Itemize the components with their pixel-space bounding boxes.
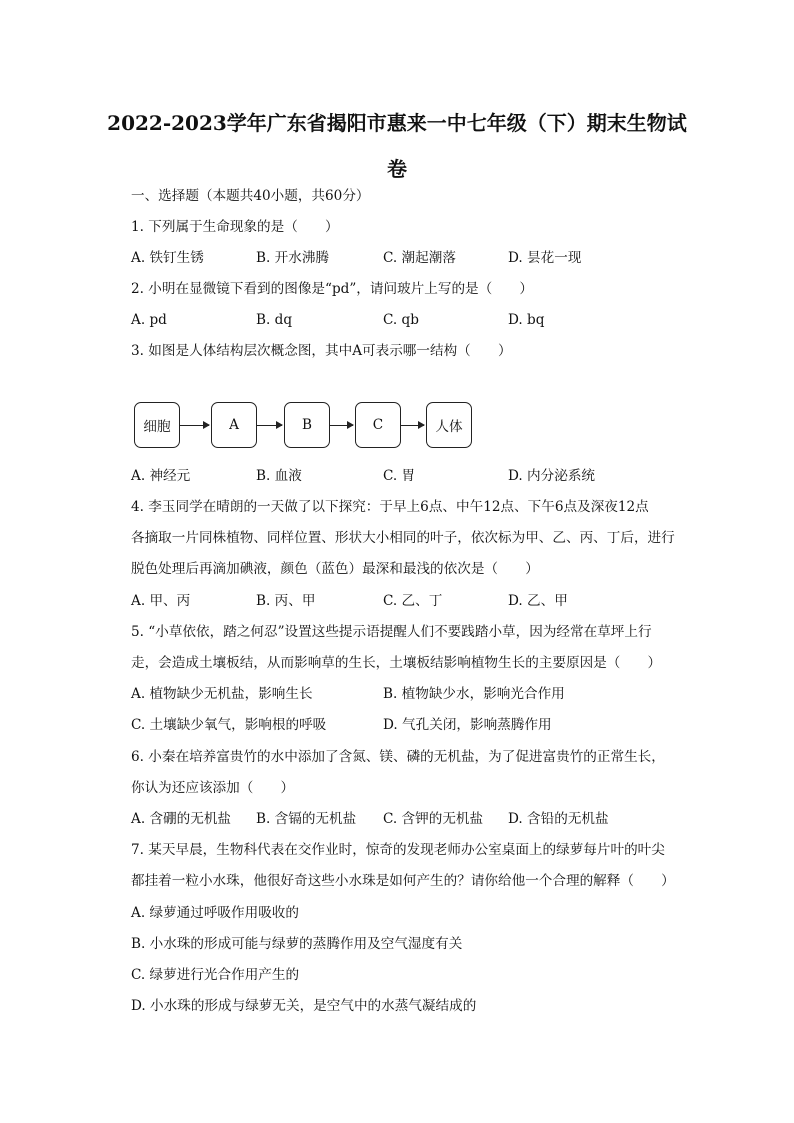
diagram-arrow	[180, 425, 209, 426]
q3-option-c: C. 胃	[383, 468, 416, 484]
diagram-node-c: C	[355, 402, 401, 448]
q2-option-a: A. pd	[131, 312, 167, 328]
diagram-node-cell: 细胞	[134, 402, 180, 448]
question-6-stem-line-2: 你认为还应该添加（ ）	[131, 780, 295, 796]
diagram-arrow	[257, 425, 282, 426]
q1-option-d: D. 昙花一现	[508, 250, 582, 266]
question-4-stem-line-3: 脱色处理后再滴加碘液，颜色（蓝色）最深和最浅的依次是（ ）	[131, 561, 539, 577]
q7-option-d: D. 小水珠的形成与绿萝无关，是空气中的水蒸气凝结成的	[131, 998, 477, 1014]
q5-option-d: D. 气孔关闭，影响蒸腾作用	[383, 717, 552, 733]
question-7-stem-line-1: 7. 某天早晨，生物科代表在交作业时，惊奇的发现老师办公室桌面上的绿萝每片叶的叶尖	[131, 842, 665, 858]
q3-option-b: B. 血液	[256, 468, 302, 484]
question-3-stem: 3. 如图是人体结构层次概念图，其中A可表示哪一结构（ ）	[131, 343, 512, 359]
q4-option-c: C. 乙、丁	[383, 593, 443, 609]
question-2-stem: 2. 小明在显微镜下看到的图像是“pd”，请问玻片上写的是（ ）	[131, 281, 534, 297]
title-line-1: 2022-2023学年广东省揭阳市惠来一中七年级（下）期末生物试	[107, 111, 687, 135]
section-heading: 一、选择题（本题共40小题，共60分）	[131, 188, 370, 204]
q2-option-d: D. bq	[508, 312, 545, 328]
q4-option-a: A. 甲、丙	[131, 593, 191, 609]
q6-option-d: D. 含铅的无机盐	[508, 811, 609, 827]
q6-option-b: B. 含镉的无机盐	[256, 811, 357, 827]
q4-option-b: B. 丙、甲	[256, 593, 316, 609]
question-4-stem-line-2: 各摘取一片同株植物、同样位置、形状大小相同的叶子，依次标为甲、乙、丙、丁后，进行	[131, 530, 675, 546]
q5-option-b: B. 植物缺少水，影响光合作用	[383, 686, 565, 702]
q7-option-c: C. 绿萝进行光合作用产生的	[131, 967, 300, 983]
q6-option-c: C. 含钾的无机盐	[383, 811, 484, 827]
body-structure-diagram	[131, 402, 481, 454]
question-7-stem-line-2: 都挂着一粒小水珠，他很好奇这些小水珠是如何产生的？请你给他一个合理的解释（ ）	[131, 873, 675, 889]
q5-option-c: C. 土壤缺少氧气，影响根的呼吸	[131, 717, 327, 733]
q3-option-a: A. 神经元	[131, 468, 191, 484]
q3-option-d: D. 内分泌系统	[508, 468, 596, 484]
diagram-arrow	[401, 425, 424, 426]
diagram-arrow	[330, 425, 353, 426]
diagram-node-human-body: 人体	[426, 402, 472, 448]
title-line-2: 卷	[387, 157, 407, 181]
q5-option-a: A. 植物缺少无机盐，影响生长	[131, 686, 313, 702]
q1-option-c: C. 潮起潮落	[383, 250, 456, 266]
q7-option-a: A. 绿萝通过呼吸作用吸收的	[131, 905, 299, 921]
q1-option-b: B. 开水沸腾	[256, 250, 330, 266]
question-4-stem-line-1: 4. 李玉同学在晴朗的一天做了以下探究：于早上6点、中午12点、下午6点及深夜12点	[131, 499, 649, 515]
question-5-stem-line-2: 走，会造成土壤板结，从而影响草的生长，土壤板结影响植物生长的主要原因是（ ）	[131, 655, 662, 671]
question-6-stem-line-1: 6. 小秦在培养富贵竹的水中添加了含氮、镁、磷的无机盐，为了促进富贵竹的正常生长，	[131, 749, 665, 765]
question-1-stem: 1. 下列属于生命现象的是（ ）	[131, 219, 339, 235]
q6-option-a: A. 含硼的无机盐	[131, 811, 232, 827]
q7-option-b: B. 小水珠的形成可能与绿萝的蒸腾作用及空气湿度有关	[131, 936, 463, 952]
diagram-node-b: B	[284, 402, 330, 448]
q1-option-a: A. 铁钉生锈	[131, 250, 204, 266]
q2-option-c: C. qb	[383, 312, 419, 328]
q2-option-b: B. dq	[256, 312, 293, 328]
diagram-node-a: A	[211, 402, 257, 448]
q4-option-d: D. 乙、甲	[508, 593, 568, 609]
question-5-stem-line-1: 5. “小草依依，踏之何忍”设置这些提示语提醒人们不要践踏小草，因为经常在草坪上行	[131, 624, 652, 640]
